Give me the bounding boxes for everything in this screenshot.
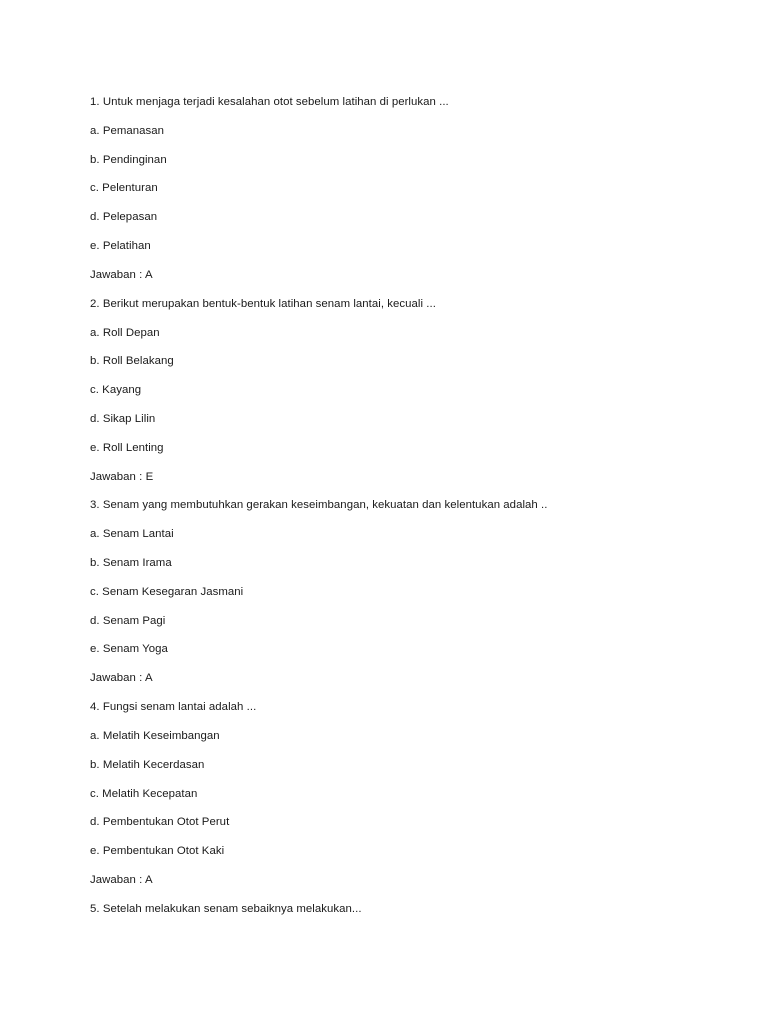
question-2-prompt: 2. Berikut merupakan bentuk-bentuk latihan senam lantai, kecuali ... [90,297,436,310]
question-2-option-e: e. Roll Lenting [90,441,164,454]
question-4-prompt: 4. Fungsi senam lantai adalah ... [90,701,257,714]
question-2-answer: Jawaban : E [90,470,154,483]
question-1-prompt: 1. Untuk menjaga terjadi kesalahan otot sebelum latihan di perlukan ... [90,96,449,108]
question-1-option-b: b. Pendinginan [90,153,167,166]
question-4-option-e: e. Pembentukan Otot Kaki [90,845,225,858]
question-3-option-e: e. Senam Yoga [90,643,168,656]
question-2-option-d: d. Sikap Lilin [90,412,156,425]
question-1-option-c: c. Pelenturan [90,182,158,195]
question-2-option-a: a. Roll Depan [90,326,160,339]
question-5-prompt: 5. Setelah melakukan senam sebaiknya melakukan... [90,902,362,915]
question-3-answer: Jawaban : A [90,672,153,685]
question-4-option-c: c. Melatih Kecepatan [90,787,198,800]
question-3-option-a: a. Senam Lantai [90,528,174,541]
question-3-option-c: c. Senam Kesegaran Jasmani [90,585,244,598]
question-4-option-a: a. Melatih Keseimbangan [90,729,220,742]
question-4-answer: Jawaban : A [90,873,153,886]
question-3-option-b: b. Senam Irama [90,557,172,569]
question-1-answer: Jawaban : A [90,268,153,281]
question-1-option-a: a. Pemanasan [90,124,165,137]
question-2-option-c: c. Kayang [90,384,142,397]
question-1-option-e: e. Pelatihan [90,240,151,253]
document-body [90,94,710,930]
question-1-option-d: d. Pelepasan [90,211,158,224]
question-2-option-b: b. Roll Belakang [90,355,174,368]
question-4-option-d: d. Pembentukan Otot Perut [90,816,230,829]
question-3-option-d: d. Senam Pagi [90,614,166,627]
question-4-option-b: b. Melatih Kecerdasan [90,758,205,771]
question-3-prompt: 3. Senam yang membutuhkan gerakan keseimbangan, kekuatan dan kelentukan adalah .. [90,499,548,512]
